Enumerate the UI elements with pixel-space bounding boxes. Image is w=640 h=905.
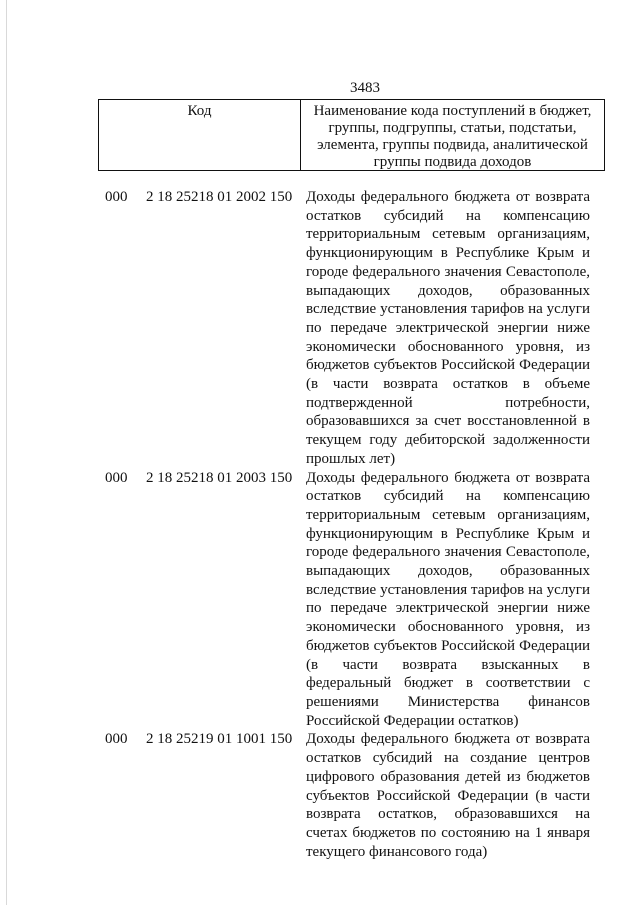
table-row xyxy=(0,469,640,731)
row-description: Доходы федерального бюджета от возврата остатков субсидий на компенсацию территориальным сетевым организациям, функционирующим в Республике Крым и городе федерального значения Севастополе, выпадающих доходов, образованных вследствие установления тарифов на услуги по передаче электрической энергии ниже экономически обоснованного уровня, из бюджетов субъектов Российской Федерации (в части возврата взысканных в федеральный бюджет в соответствии с решениями Министерства финансов Российской Федерации остатков) xyxy=(306,469,590,729)
row-revenue-code: 2 18 25219 01 1001 150 xyxy=(146,731,293,748)
header-name-cell: Наименование кода поступлений в бюджет, группы, подгруппы, статьи, подстатьи, элемента, группы подвида, аналитической группы подвида доходов xyxy=(313,103,592,170)
table-header xyxy=(98,99,605,171)
table-row xyxy=(0,188,640,469)
page-number: 3483 xyxy=(350,80,380,96)
row-revenue-code: 2 18 25218 01 2003 150 xyxy=(146,469,293,486)
table-body xyxy=(0,188,640,861)
table-row xyxy=(0,730,640,861)
row-revenue-code: 2 18 25218 01 2002 150 xyxy=(146,189,293,205)
row-description: Доходы федерального бюджета от возврата остатков субсидий на компенсацию территориальным сетевым организациям, функционирующим в Республике Крым и городе федерального значения Севастополе, выпадающих доходов, образованных вследствие установления тарифов на услуги по передаче электрической энергии ниже экономически обоснованного уровня, из бюджетов субъектов Российской Федерации (в части возврата остатков в объеме подтвержденной потребности, образовавшихся за счет восстановленной в текущем году дебиторской задолженности прошлых лет) xyxy=(306,189,590,467)
row-admin-code: 000 xyxy=(105,469,128,486)
row-admin-code: 000 xyxy=(105,189,128,205)
row-admin-code: 000 xyxy=(105,731,128,748)
row-description: Доходы федерального бюджета от возврата остатков субсидий на создание центров цифрового образования детей из бюджетов субъектов Российской Федерации (в части возврата остатков, образовавшихся на счетах бюджетов по состоянию на 1 января текущего финансового года) xyxy=(306,731,590,860)
header-code-cell: Код xyxy=(99,100,301,170)
